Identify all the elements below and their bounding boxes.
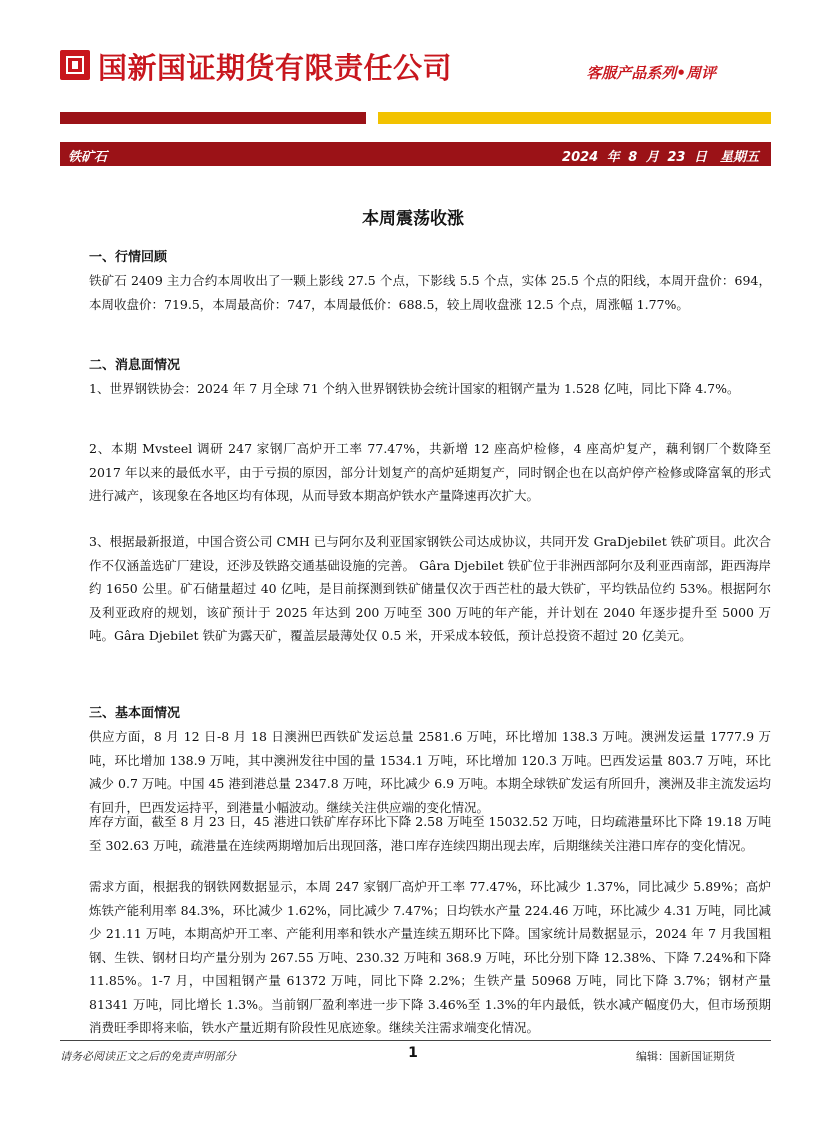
page-number: 1 xyxy=(408,1045,418,1061)
category-band xyxy=(60,142,771,166)
section-heading-market-review: 一、行情回顾 xyxy=(89,250,168,265)
fundamentals-inventory-paragraph: 库存方面，截至 8 月 23 日，45 港进口铁矿库存环比下降 2.58 万吨至 15032.52 万吨，日均疏港量环比下降 19.18 万吨至 302.63 万吨，疏港量在连续两期增加后出现回落，港口库存连续四期出现去库，后期继续关注港口库存的变化情况。 xyxy=(89,814,771,853)
page-title: 本周震荡收涨 xyxy=(362,209,464,229)
footer-disclaimer: 请务必阅读正文之后的免责声明部分 xyxy=(60,1050,236,1063)
header-bar-yellow xyxy=(378,112,771,124)
footer-editor: 编辑：国新国证期货 xyxy=(636,1050,735,1063)
report-series: 客服产品系列•周评 xyxy=(586,64,716,82)
category-label: 铁矿石 xyxy=(68,150,108,165)
section-heading-fundamentals: 三、基本面情况 xyxy=(89,706,181,721)
section-heading-news: 二、消息面情况 xyxy=(89,358,181,373)
fundamentals-supply-paragraph: 供应方面，8 月 12 日-8 月 18 日澳洲巴西铁矿发运总量 2581.6 万吨，环比增加 138.3 万吨。澳洲发运量 1777.9 万吨，环比增加 138.9 万吨，其中澳洲发往中国的量 1534.1 万吨，环比增加 120.3 万吨。巴西发运量 803.7 万吨，环比减少 0.7 万吨。中国 45 港到港总量 2347.8 万吨，环比减少 6.9 万吨。本期全球铁矿发运有所回升，澳洲及非主流发运均有回升，巴西发运持平，到港量小幅波动。继续关注供应端的变化情况。 xyxy=(89,729,771,815)
news-paragraph-3: 3、根据最新报道，中国合资公司 CMH 已与阿尔及利亚国家钢铁公司达成协议，共同开发 GraDjebilet 铁矿项目。此次合作不仅涵盖选矿厂建设，还涉及铁路交通基础设施的完善。 Gâra Djebilet 铁矿位于非洲西部阿尔及利亚西南部，距西海岸约 1650 公里。矿石储量超过 40 亿吨，是目前探测到铁矿储量仅次于西芒杜的最大铁矿，平均铁品位约 53%。根据阿尔及利亚政府的规划，该矿预计于 2025 年达到 200 万吨至 300 万吨的年产能，并计划在 2040 年逐步提升至 5000 万吨。Gâra Djebilet 铁矿为露天矿，覆盖层最薄处仅 0.5 米，开采成本较低，预计总投资不超过 20 亿美元。 xyxy=(89,534,771,643)
company-logo xyxy=(60,50,90,80)
news-paragraph-1: 1、世界钢铁协会：2024 年 7 月全球 71 个纳入世界钢铁协会统计国家的粗钢产量为 1.528 亿吨，同比下降 4.7%。 xyxy=(89,381,740,396)
company-name: 国新国证期货有限责任公司 xyxy=(98,51,453,85)
market-review-paragraph: 铁矿石 2409 主力合约本周收出了一颗上影线 27.5 个点，下影线 5.5 个点，实体 25.5 个点的阳线，本周开盘价：694，本周收盘价：719.5，本周最高价：747，本周最低价：688.5，较上周收盘涨 12.5 个点，周涨幅 1.77%。 xyxy=(89,273,771,312)
fundamentals-demand-paragraph: 需求方面，根据我的钢铁网数据显示，本周 247 家钢厂高炉开工率 77.47%，环比减少 1.37%，同比减少 5.89%；高炉炼铁产能利用率 84.3%，环比减少 1.62%，同比减少 7.47%；日均铁水产量 224.46 万吨，环比减少 4.31 万吨，同比减少 21.11 万吨，本期高炉开工率、产能利用率和铁水产量连续五期环比下降。国家统计局数据显示，2024 年 7 月我国粗钢、生铁、钢材日均产量分别为 267.55 万吨、230.32 万吨和 368.9 万吨，环比分别下降 12.38%、下降 7.24%和下降 11.85%。1-7 月，中国粗钢产量 61372 万吨，同比下降 2.2%；生铁产量 50968 万吨，同比下降 3.7%；钢材产量 81341 万吨，同比增长 1.3%。当前钢厂盈利率进一步下降 3.46%至 1.3%的年内最低，铁水减产幅度仍大，但市场预期消费旺季即将来临，铁水产量近期有阶段性见底迹象。继续关注需求端变化情况。 xyxy=(89,879,771,1035)
report-date: 2024 年 8 月 23 日 星期五 xyxy=(562,150,759,165)
footer-divider xyxy=(60,1040,771,1041)
header-bar-red xyxy=(60,112,366,124)
news-paragraph-2: 2、本期 Mvsteel 调研 247 家钢厂高炉开工率 77.47%，共新增 12 座高炉检修，4 座高炉复产，藕利钢厂个数降至 2017 年以来的最低水平，由于亏损的原因，部分计划复产的高炉延期复产，同时钢企也在以高炉停产检修或降富氧的形式进行减产，该现象在各地区均有体现，从而导致本期高炉铁水产量降速再次扩大。 xyxy=(89,441,771,503)
